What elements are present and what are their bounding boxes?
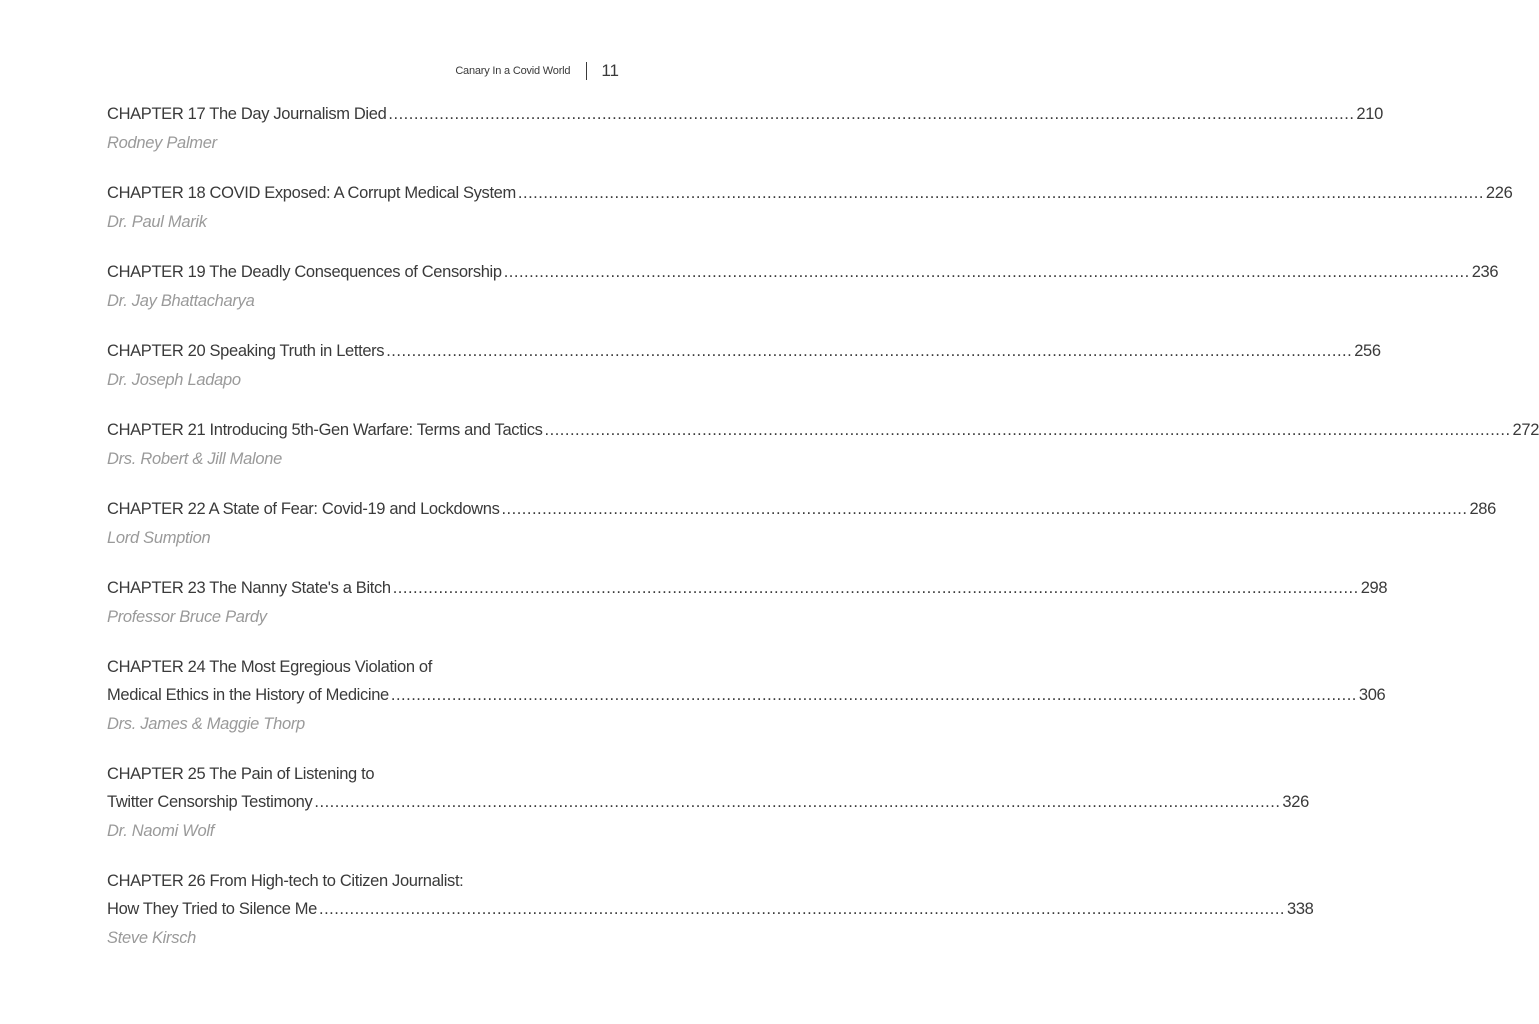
dot-leader	[391, 681, 1357, 709]
chapter-author: Dr. Joseph Ladapo	[107, 371, 241, 389]
chapter-author: Drs. Robert & Jill Malone	[107, 450, 282, 468]
toc-entry	[107, 258, 1499, 316]
toc-entry-line	[107, 653, 619, 681]
toc-entry	[107, 653, 1386, 739]
chapter-page-number: 256	[1354, 342, 1381, 360]
chapter-page-number: 272	[1512, 421, 1539, 439]
chapter-title: CHAPTER 21 Introducing 5th-Gen Warfare: Terms and Tactics	[107, 421, 543, 439]
toc-entry	[107, 574, 1388, 632]
running-title: Canary In a Covid World	[455, 65, 571, 77]
toc-entry-line	[107, 179, 1513, 207]
dot-leader	[504, 258, 1470, 286]
chapter-title: CHAPTER 24 The Most Egregious Violation of	[107, 658, 432, 676]
chapter-title: CHAPTER 17 The Day Journalism Died	[107, 105, 387, 123]
page-number: 11	[601, 61, 619, 80]
toc-entry	[107, 100, 1383, 158]
chapter-title: Twitter Censorship Testimony	[107, 793, 313, 811]
chapter-title: CHAPTER 25 The Pain of Listening to	[107, 765, 375, 783]
table-of-contents	[107, 100, 1539, 974]
toc-entry-line	[107, 337, 1381, 365]
toc-entry	[107, 495, 1496, 553]
chapter-title: CHAPTER 20 Speaking Truth in Letters	[107, 342, 385, 360]
toc-entry	[107, 416, 1539, 474]
toc-entry-line	[107, 258, 1499, 286]
chapter-author: Rodney Palmer	[107, 134, 217, 152]
chapter-title: CHAPTER 22 A State of Fear: Covid-19 and Lockdowns	[107, 500, 500, 518]
dot-leader	[393, 574, 1359, 602]
chapter-title: CHAPTER 19 The Deadly Consequences of Censorship	[107, 263, 502, 281]
chapter-title: CHAPTER 23 The Nanny State's a Bitch	[107, 579, 391, 597]
chapter-page-number: 298	[1360, 579, 1388, 597]
dot-leader	[518, 179, 1484, 207]
toc-entry-line	[107, 760, 619, 788]
chapter-page-number: 326	[1282, 793, 1309, 811]
toc-entry	[107, 867, 1314, 953]
chapter-author: Dr. Paul Marik	[107, 213, 207, 231]
chapter-title: How They Tried to Silence Me	[107, 900, 317, 918]
chapter-page-number: 236	[1471, 263, 1499, 281]
chapter-title: Medical Ethics in the History of Medicine	[107, 686, 389, 704]
toc-entry	[107, 179, 1513, 237]
chapter-author: Dr. Naomi Wolf	[107, 822, 215, 840]
chapter-author: Steve Kirsch	[107, 929, 197, 947]
chapter-author: Drs. James & Maggie Thorp	[107, 715, 305, 733]
toc-entry	[107, 760, 1309, 846]
toc-entry-line	[107, 574, 1388, 602]
dot-leader	[386, 337, 1352, 365]
toc-entry-line	[107, 788, 1309, 816]
chapter-author: Professor Bruce Pardy	[107, 608, 267, 626]
chapter-page-number: 226	[1485, 184, 1513, 202]
running-header	[455, 60, 619, 82]
dot-leader	[545, 416, 1511, 444]
dot-leader	[314, 788, 1280, 816]
toc-entry	[107, 337, 1381, 395]
chapter-title: CHAPTER 18 COVID Exposed: A Corrupt Medical System	[107, 184, 516, 202]
header-divider	[586, 62, 587, 80]
toc-entry-line	[107, 681, 1386, 709]
toc-entry-line	[107, 100, 1383, 128]
dot-leader	[501, 495, 1467, 523]
toc-entry-line	[107, 895, 1314, 923]
chapter-title: CHAPTER 26 From High-tech to Citizen Journalist:	[107, 872, 464, 890]
chapter-page-number: 210	[1356, 105, 1383, 123]
toc-entry-line	[107, 867, 619, 895]
dot-leader	[388, 100, 1354, 128]
chapter-author: Dr. Jay Bhattacharya	[107, 292, 255, 310]
chapter-page-number: 338	[1287, 900, 1314, 918]
toc-entry-line	[107, 495, 1496, 523]
chapter-page-number: 286	[1469, 500, 1496, 518]
chapter-page-number: 306	[1358, 686, 1386, 704]
toc-entry-line	[107, 416, 1539, 444]
dot-leader	[319, 895, 1285, 923]
chapter-author: Lord Sumption	[107, 529, 211, 547]
